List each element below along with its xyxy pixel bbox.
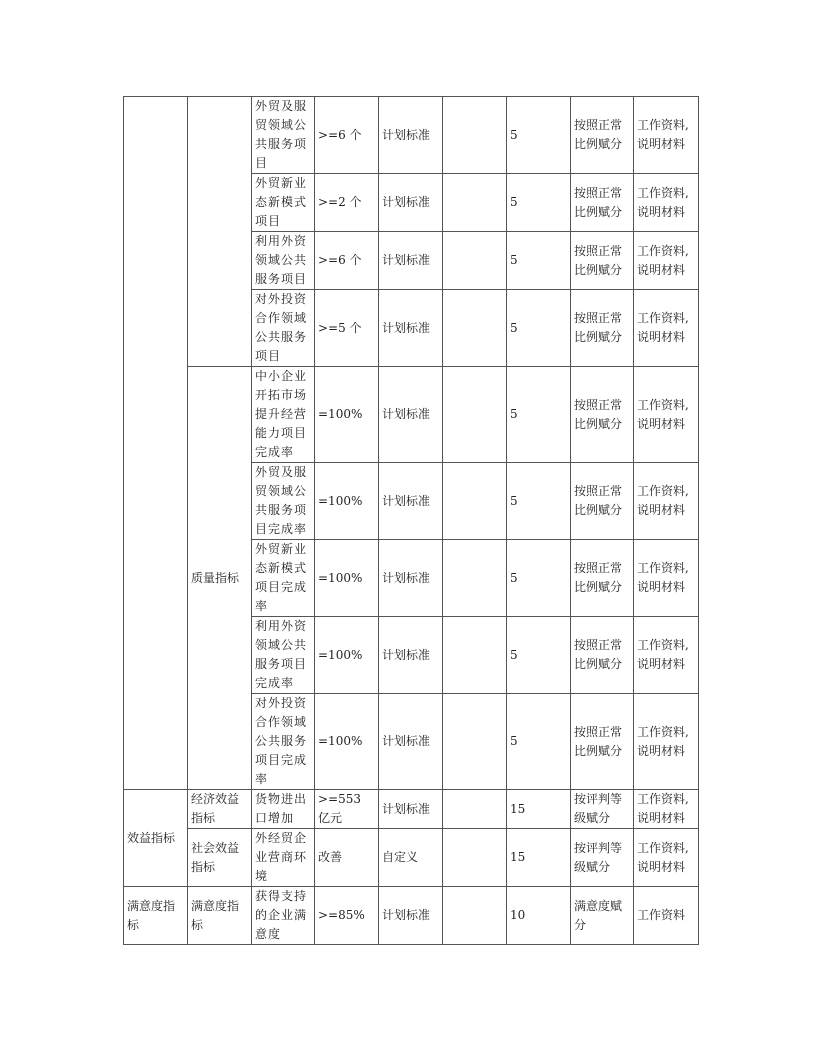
weight-cell — [443, 367, 507, 463]
standard-cell: 计划标准 — [379, 97, 443, 174]
standard-cell: 计划标准 — [379, 617, 443, 694]
basis-cell: 工作资料,说明材料 — [634, 367, 699, 463]
target-cell: =100% — [315, 463, 379, 540]
basis-cell: 工作资料,说明材料 — [634, 617, 699, 694]
standard-cell: 计划标准 — [379, 290, 443, 367]
target-cell: >=553 亿元 — [315, 790, 379, 829]
indicator-cell: 外贸及服贸领域公共服务项目 — [252, 97, 315, 174]
target-cell: =100% — [315, 617, 379, 694]
score-cell: 5 — [507, 367, 571, 463]
target-cell: =100% — [315, 367, 379, 463]
basis-cell: 工作资料,说明材料 — [634, 290, 699, 367]
level1-cell: 满意度指标 — [124, 887, 188, 945]
weight-cell — [443, 540, 507, 617]
indicator-cell: 对外投资合作领域公共服务项目 — [252, 290, 315, 367]
score-cell: 5 — [507, 617, 571, 694]
performance-indicator-table — [123, 96, 699, 945]
basis-cell: 工作资料,说明材料 — [634, 790, 699, 829]
indicator-cell: 利用外资领域公共服务项目 — [252, 232, 315, 290]
target-cell: 改善 — [315, 829, 379, 887]
indicator-cell: 中小企业开拓市场提升经营能力项目完成率 — [252, 367, 315, 463]
basis-cell: 工作资料,说明材料 — [634, 174, 699, 232]
indicator-cell: 外经贸企业营商环境 — [252, 829, 315, 887]
basis-cell: 工作资料,说明材料 — [634, 829, 699, 887]
basis-cell: 工作资料,说明材料 — [634, 232, 699, 290]
method-cell: 按照正常比例赋分 — [571, 617, 634, 694]
weight-cell — [443, 174, 507, 232]
target-cell: >=85% — [315, 887, 379, 945]
basis-cell: 工作资料,说明材料 — [634, 540, 699, 617]
table-row — [124, 97, 699, 174]
level1-cell — [124, 97, 188, 790]
table-row — [124, 790, 699, 829]
method-cell: 按照正常比例赋分 — [571, 694, 634, 790]
weight-cell — [443, 790, 507, 829]
method-cell: 按照正常比例赋分 — [571, 97, 634, 174]
target-cell: >=6 个 — [315, 232, 379, 290]
method-cell: 按照正常比例赋分 — [571, 290, 634, 367]
weight-cell — [443, 97, 507, 174]
basis-cell: 工作资料,说明材料 — [634, 694, 699, 790]
basis-cell: 工作资料,说明材料 — [634, 97, 699, 174]
method-cell: 按评判等级赋分 — [571, 829, 634, 887]
weight-cell — [443, 694, 507, 790]
indicator-cell: 外贸新业态新模式项目 — [252, 174, 315, 232]
weight-cell — [443, 232, 507, 290]
standard-cell: 计划标准 — [379, 174, 443, 232]
method-cell: 按照正常比例赋分 — [571, 174, 634, 232]
standard-cell: 计划标准 — [379, 790, 443, 829]
target-cell: =100% — [315, 694, 379, 790]
indicator-cell: 对外投资合作领域公共服务项目完成率 — [252, 694, 315, 790]
method-cell: 按照正常比例赋分 — [571, 367, 634, 463]
standard-cell: 计划标准 — [379, 694, 443, 790]
method-cell: 满意度赋分 — [571, 887, 634, 945]
standard-cell: 计划标准 — [379, 463, 443, 540]
standard-cell: 计划标准 — [379, 367, 443, 463]
weight-cell — [443, 887, 507, 945]
weight-cell — [443, 290, 507, 367]
standard-cell: 计划标准 — [379, 887, 443, 945]
table-row — [124, 829, 699, 887]
level2-cell — [188, 97, 252, 367]
method-cell: 按照正常比例赋分 — [571, 463, 634, 540]
target-cell: >=5 个 — [315, 290, 379, 367]
target-cell: =100% — [315, 540, 379, 617]
level2-cell: 满意度指标 — [188, 887, 252, 945]
level2-cell: 社会效益指标 — [188, 829, 252, 887]
standard-cell: 自定义 — [379, 829, 443, 887]
target-cell: >=6 个 — [315, 97, 379, 174]
target-cell: >=2 个 — [315, 174, 379, 232]
weight-cell — [443, 617, 507, 694]
standard-cell: 计划标准 — [379, 232, 443, 290]
table-row — [124, 367, 699, 463]
level1-cell: 效益指标 — [124, 790, 188, 887]
weight-cell — [443, 829, 507, 887]
indicator-cell: 货物进出口增加 — [252, 790, 315, 829]
score-cell: 5 — [507, 540, 571, 617]
score-cell: 5 — [507, 174, 571, 232]
score-cell: 15 — [507, 829, 571, 887]
indicator-cell: 获得支持的企业满意度 — [252, 887, 315, 945]
basis-cell: 工作资料 — [634, 887, 699, 945]
method-cell: 按照正常比例赋分 — [571, 540, 634, 617]
score-cell: 15 — [507, 790, 571, 829]
score-cell: 5 — [507, 232, 571, 290]
indicator-cell: 外贸及服贸领域公共服务项目完成率 — [252, 463, 315, 540]
score-cell: 10 — [507, 887, 571, 945]
score-cell: 5 — [507, 463, 571, 540]
weight-cell — [443, 463, 507, 540]
score-cell: 5 — [507, 290, 571, 367]
indicator-cell: 外贸新业态新模式项目完成率 — [252, 540, 315, 617]
method-cell: 按照正常比例赋分 — [571, 232, 634, 290]
level2-cell: 经济效益指标 — [188, 790, 252, 829]
table-row — [124, 887, 699, 945]
standard-cell: 计划标准 — [379, 540, 443, 617]
level2-cell: 质量指标 — [188, 367, 252, 790]
indicator-cell: 利用外资领域公共服务项目完成率 — [252, 617, 315, 694]
method-cell: 按评判等级赋分 — [571, 790, 634, 829]
basis-cell: 工作资料,说明材料 — [634, 463, 699, 540]
score-cell: 5 — [507, 694, 571, 790]
score-cell: 5 — [507, 97, 571, 174]
